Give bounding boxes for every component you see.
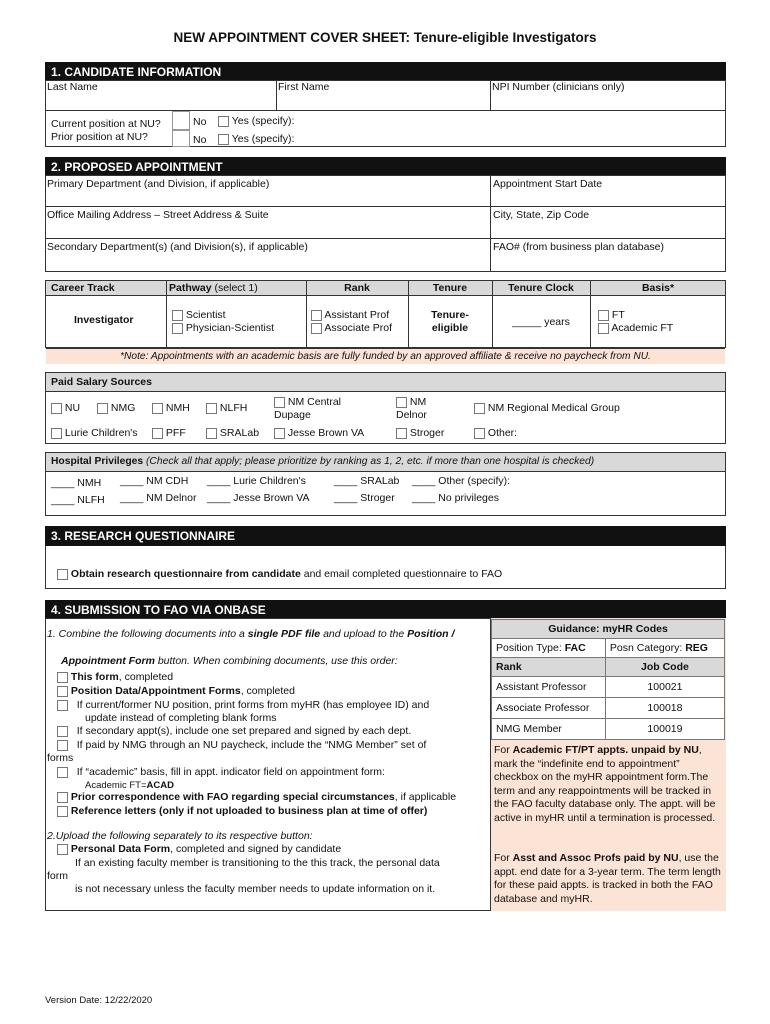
checkbox[interactable]: [396, 397, 407, 408]
checkbox[interactable]: [57, 700, 68, 711]
hospital-privileges-heading: Hospital Privileges (Check all that apply; please prioritize by ranking as 1, 2, etc. if more than one hospital is checked): [51, 456, 595, 467]
guidance-academic-note: For Academic FT/PT appts. unpaid by NU, mark the “indefinite end to appointment” checkbox on the myHR appointment form.The term and any reappointments will be tracked in the FAO faculty database only. The appt. will be active in myHR until a termination is processed.: [494, 744, 716, 824]
checkbox[interactable]: [57, 672, 68, 683]
checkbox[interactable]: [51, 403, 62, 414]
priv-sralab[interactable]: ____ SRALab: [334, 475, 400, 487]
step2-line: 2.Upload the following separately to its respective button:: [47, 830, 313, 842]
prior-yes[interactable]: Yes (specify):: [218, 133, 294, 145]
checkbox[interactable]: [57, 806, 68, 817]
salary-lurie[interactable]: Lurie Children's: [51, 427, 138, 439]
checkbox[interactable]: [218, 134, 229, 145]
checkbox[interactable]: [51, 428, 62, 439]
checkbox[interactable]: [97, 403, 108, 414]
salary-other[interactable]: Other:: [474, 427, 517, 439]
step1-line2: Appointment Form button. When combining documents, use this order:: [61, 655, 398, 667]
tenure-clock-value[interactable]: _____ years: [512, 316, 570, 328]
checkbox[interactable]: [396, 428, 407, 439]
existing-faculty-note-3: is not necessary unless the faculty member needs to update information on it.: [75, 883, 436, 895]
item-current-former[interactable]: If current/former NU position, print forms from myHR (has employee ID) and: [57, 699, 429, 711]
basis-academic-ft[interactable]: Academic FT: [598, 322, 673, 334]
table-row: [492, 719, 725, 740]
current-position-label: Current position at NU?: [51, 118, 161, 130]
existing-faculty-note: If an existing faculty member is transitioning to the this track, the personal data: [75, 857, 440, 869]
item-current-former-2: update instead of completing blank forms: [85, 712, 277, 724]
checkbox[interactable]: [57, 844, 68, 855]
table-row: [492, 698, 725, 719]
section4-heading: 4. SUBMISSION TO FAO VIA ONBASE: [45, 600, 726, 618]
checkbox[interactable]: [57, 569, 68, 580]
prior-no[interactable]: No: [193, 134, 207, 146]
page-title: NEW APPOINTMENT COVER SHEET: Tenure-eligible Investigators: [173, 30, 597, 45]
fao-num-field[interactable]: FAO# (from business plan database): [493, 241, 665, 253]
pathway-scientist[interactable]: Scientist: [172, 309, 226, 321]
salary-stroger[interactable]: Stroger: [396, 427, 444, 439]
basis-ft[interactable]: FT: [598, 309, 625, 321]
priv-other[interactable]: ____ Other (specify):: [412, 475, 511, 487]
salary-nmg[interactable]: NMG: [97, 402, 135, 414]
priv-no-privileges[interactable]: ____ No privileges: [412, 492, 499, 504]
primary-dept-field[interactable]: Primary Department (and Division, if applicable): [47, 178, 270, 190]
current-no[interactable]: No: [193, 116, 207, 128]
priv-nm-cdh[interactable]: ____ NM CDH: [120, 475, 189, 487]
step1-line1: 1. Combine the following documents into a single PDF file and upload to the Position /: [47, 628, 455, 640]
table-cell: NMG Member: [492, 719, 606, 740]
item-personal-data-form[interactable]: Personal Data Form, completed and signed by candidate: [57, 843, 341, 855]
item-academic-basis[interactable]: If “academic” basis, fill in appt. indicator field on appointment form:: [57, 766, 385, 778]
section3-heading: 3. RESEARCH QUESTIONNAIRE: [45, 526, 726, 546]
checkbox[interactable]: [172, 323, 183, 334]
checkbox[interactable]: [474, 403, 485, 414]
checkbox[interactable]: [311, 323, 322, 334]
priv-nlfh[interactable]: ____ NLFH: [51, 494, 105, 506]
section2-heading: 2. PROPOSED APPOINTMENT: [45, 157, 726, 175]
priv-lurie[interactable]: ____ Lurie Children's: [207, 475, 306, 487]
salary-nm-delnor[interactable]: NM Delnor: [396, 396, 427, 421]
last-name-field[interactable]: Last Name: [47, 81, 98, 93]
checkbox[interactable]: [274, 397, 285, 408]
table-cell: 100019: [605, 719, 724, 740]
career-track-value: Investigator: [74, 314, 134, 326]
col-tenure-clock: Tenure Clock: [508, 282, 574, 294]
npi-field[interactable]: NPI Number (clinicians only): [492, 81, 625, 93]
research-questionnaire-item[interactable]: Obtain research questionnaire from candidate and email completed questionnaire to FAO: [57, 568, 502, 580]
office-address-field[interactable]: Office Mailing Address – Street Address & Suite: [47, 209, 269, 221]
version-date: Version Date: 12/22/2020: [45, 995, 153, 1006]
item-prior-correspondence[interactable]: Prior correspondence with FAO regarding special circumstances, if applicable: [57, 791, 456, 803]
salary-pff[interactable]: PFF: [152, 427, 186, 439]
guidance-col-rank: Rank: [492, 658, 606, 677]
pathway-physician-scientist[interactable]: Physician-Scientist: [172, 322, 274, 334]
priv-nmh[interactable]: ____ NMH: [51, 477, 102, 489]
first-name-field[interactable]: First Name: [278, 81, 330, 93]
col-career-track: Career Track: [51, 282, 115, 294]
col-basis: Basis*: [641, 282, 675, 294]
guidance-table: [491, 619, 725, 740]
rank-associate[interactable]: Associate Prof: [311, 322, 392, 334]
checkbox[interactable]: [206, 428, 217, 439]
item-secondary-appts[interactable]: If secondary appt(s), include one set prepared and signed by each dept.: [57, 725, 411, 737]
table-cell: Associate Professor: [492, 698, 606, 719]
salary-nlfh[interactable]: NLFH: [206, 402, 247, 414]
current-yes[interactable]: Yes (specify):: [218, 115, 294, 127]
existing-faculty-note-2: form: [47, 870, 68, 882]
table-cell: 100018: [605, 698, 724, 719]
start-date-field[interactable]: Appointment Start Date: [493, 178, 603, 190]
section1-heading: 1. CANDIDATE INFORMATION: [45, 62, 726, 80]
checkbox[interactable]: [57, 740, 68, 751]
guidance-paid-note: For Asst and Assoc Profs paid by NU, use the appt. end date for a 3-year term. The term length for these paid appts. is tracked in both the FAO database and myHR.: [494, 852, 721, 905]
checkbox[interactable]: [311, 310, 322, 321]
city-state-zip-field[interactable]: City, State, Zip Code: [493, 209, 590, 221]
academic-basis-note: *Note: Appointments with an academic basis are fully funded by an approved affiliate & receive no paycheck from NU.: [46, 348, 725, 364]
salary-nm-central[interactable]: NM Central Dupage: [274, 396, 342, 421]
paid-salary-heading: Paid Salary Sources: [51, 376, 152, 388]
table-cell: Assistant Professor: [492, 677, 606, 698]
col-tenure: Tenure: [432, 282, 468, 294]
item-nmg-paid[interactable]: If paid by NMG through an NU paycheck, include the “NMG Member” set of: [57, 739, 426, 751]
salary-nm-regional[interactable]: NM Regional Medical Group: [474, 402, 620, 414]
item-nmg-paid-2: forms: [47, 752, 74, 764]
col-pathway: Pathway (select 1): [169, 282, 258, 294]
salary-sralab[interactable]: SRALab: [206, 427, 259, 439]
checkbox[interactable]: [152, 428, 163, 439]
salary-jesse-brown[interactable]: Jesse Brown VA: [274, 427, 364, 439]
position-type: Position Type: FAC: [492, 639, 606, 658]
checkbox[interactable]: [57, 726, 68, 737]
checkbox[interactable]: [172, 310, 183, 321]
checkbox[interactable]: [598, 323, 609, 334]
checkbox[interactable]: [274, 428, 285, 439]
checkbox[interactable]: [152, 403, 163, 414]
secondary-dept-field[interactable]: Secondary Department(s) (and Division(s), if applicable): [47, 241, 308, 253]
table-cell: 100021: [605, 677, 724, 698]
table-row: [492, 677, 725, 698]
item-this-form[interactable]: This form, completed: [57, 671, 173, 683]
guidance-heading: Guidance: myHR Codes: [492, 620, 725, 639]
prior-position-label: Prior position at NU?: [51, 131, 148, 143]
priv-nm-delnor[interactable]: ____ NM Delnor: [120, 492, 197, 504]
item-position-data[interactable]: Position Data/Appointment Forms, completed: [57, 685, 295, 697]
checkbox[interactable]: [57, 686, 68, 697]
tenure-value-2: eligible: [431, 322, 469, 334]
academic-ft-code: Academic FT=ACAD: [85, 780, 174, 791]
rank-assistant[interactable]: Assistant Prof: [311, 309, 389, 321]
col-rank: Rank: [344, 282, 370, 294]
checkbox[interactable]: [218, 116, 229, 127]
item-reference-letters[interactable]: Reference letters (only if not uploaded to business plan at time of offer): [57, 805, 427, 817]
priv-jesse-brown[interactable]: ____ Jesse Brown VA: [207, 492, 310, 504]
salary-nmh[interactable]: NMH: [152, 402, 190, 414]
priv-stroger[interactable]: ____ Stroger: [334, 492, 395, 504]
salary-nu[interactable]: NU: [51, 402, 80, 414]
checkbox[interactable]: [206, 403, 217, 414]
checkbox[interactable]: [474, 428, 485, 439]
checkbox[interactable]: [57, 792, 68, 803]
checkbox[interactable]: [598, 310, 609, 321]
tenure-value-1: Tenure-: [431, 309, 469, 321]
guidance-col-job-code: Job Code: [605, 658, 724, 677]
posn-category: Posn Category: REG: [605, 639, 724, 658]
checkbox[interactable]: [57, 767, 68, 778]
